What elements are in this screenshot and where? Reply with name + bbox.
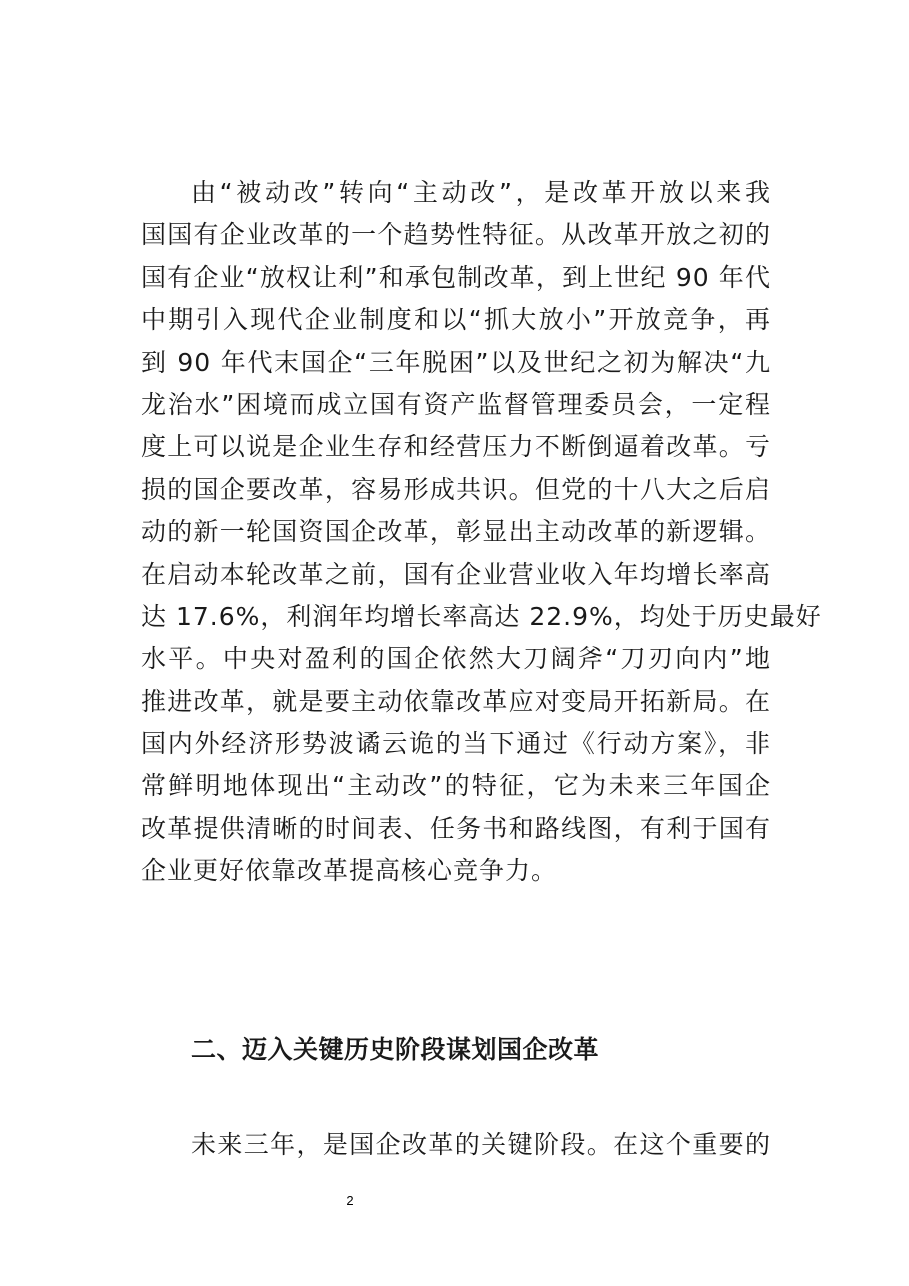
paragraph-line: 未来三年，是国企改革的关键阶段。在这个重要的 — [191, 1130, 771, 1159]
paragraph-line: 动的新一轮国资国企改革，彰显出主动改革的新逻辑。 — [141, 517, 771, 547]
paragraph-line: 在启动本轮改革之前，国有企业营业收入年均增长率高 — [141, 559, 771, 589]
paragraph-line: 推进改革，就是要主动依靠改革应对变局开拓新局。在 — [141, 686, 771, 716]
paragraph-line: 国国有企业改革的一个趋势性特征。从改革开放之初的 — [141, 220, 771, 250]
paragraph-line: 常鲜明地体现出“主动改”的特征，它为未来三年国企 — [141, 771, 771, 801]
paragraph-line: 龙治水”困境而成立国有资产监督管理委员会，一定程 — [141, 389, 771, 419]
paragraph-line: 损的国企要改革，容易形成共识。但党的十八大之后启 — [141, 474, 771, 504]
paragraph-line: 改革提供清晰的时间表、任务书和路线图，有利于国有 — [141, 813, 771, 843]
paragraph-line: 到 90 年代末国企“三年脱困”以及世纪之初为解决“九 — [141, 347, 771, 377]
paragraph-line: 由“被动改”转向“主动改”，是改革开放以来我 — [191, 178, 771, 207]
body-paragraph-1 — [141, 172, 822, 893]
paragraph-line: 中期引入现代企业制度和以“抓大放小”开放竞争，再 — [141, 305, 771, 335]
paragraph-line: 达 17.6%，利润年均增长率高达 22.9%，均处于历史最好 — [141, 601, 822, 631]
paragraph-line: 国内外经济形势波谲云诡的当下通过《行动方案》，非 — [141, 729, 771, 759]
section-heading: 二、迈入关键历史阶段谋划国企改革 — [191, 1035, 600, 1064]
paragraph-line: 国有企业“放权让利”和承包制改革，到上世纪 90 年代 — [141, 262, 771, 292]
page-number: 2 — [346, 1193, 354, 1208]
paragraph-line: 水平。中央对盈利的国企依然大刀阔斧“刀刃向内”地 — [141, 644, 771, 674]
paragraph-line: 度上可以说是企业生存和经营压力不断倒逼着改革。亏 — [141, 432, 771, 462]
paragraph-line: 企业更好依靠改革提高核心竞争力。 — [141, 856, 558, 886]
body-paragraph-2 — [141, 1124, 771, 1166]
